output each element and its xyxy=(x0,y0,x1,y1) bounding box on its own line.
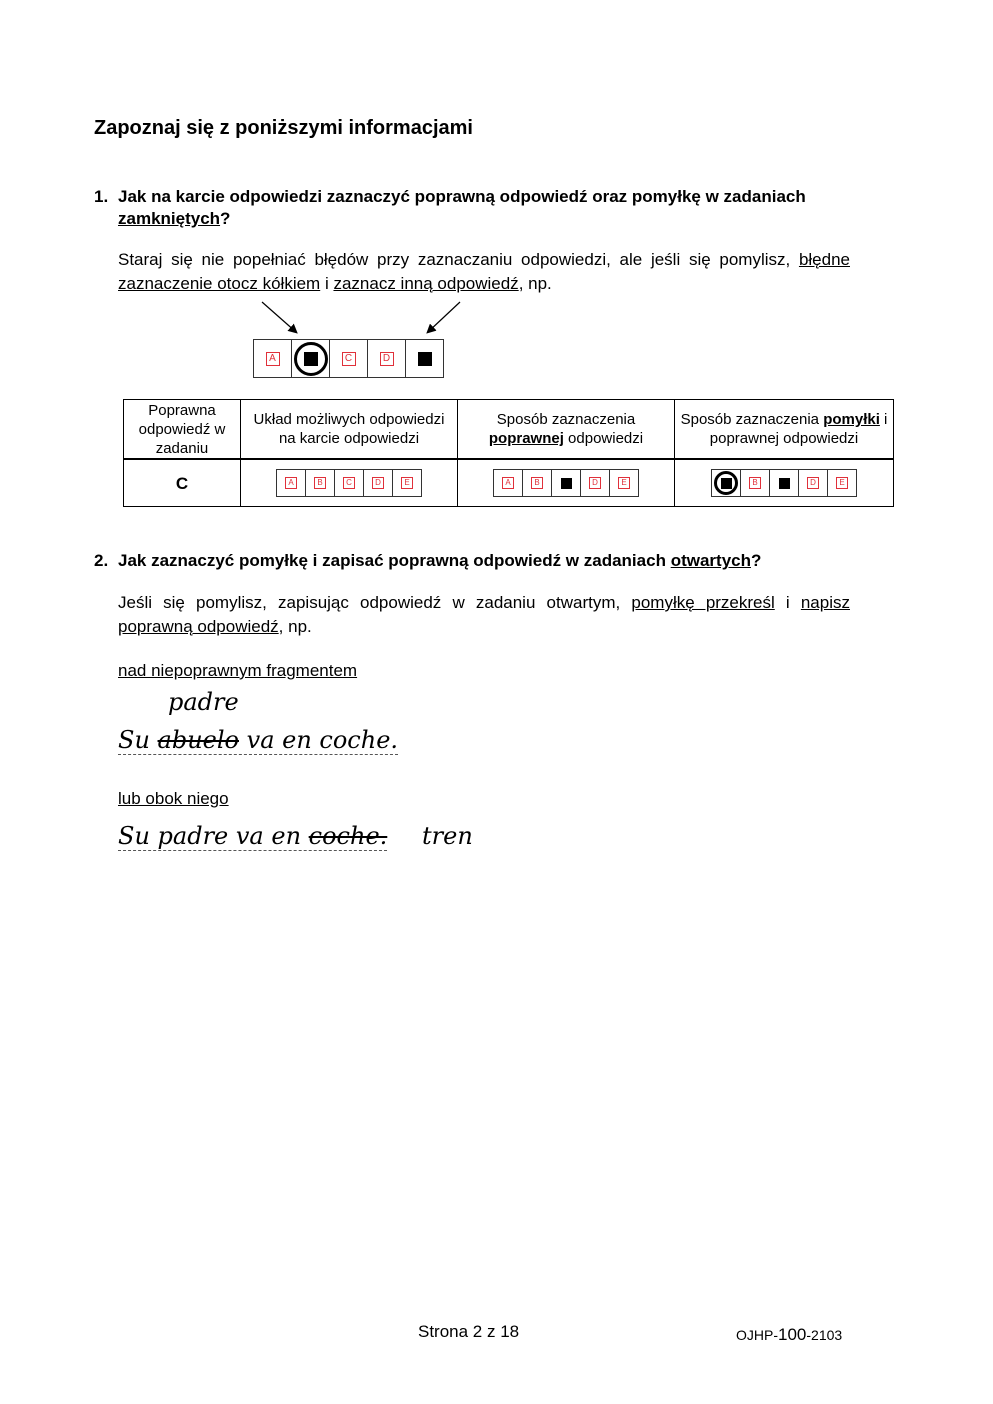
arrow-to-circled xyxy=(262,302,296,332)
filled-mark xyxy=(418,352,432,366)
filled-mark xyxy=(779,478,790,489)
option-a xyxy=(254,340,292,377)
option-cell xyxy=(770,470,799,496)
document-code: OJHP-100-2103 xyxy=(736,1325,843,1344)
page-heading: Zapoznaj się z poniższymi informacjami xyxy=(94,117,473,139)
error-circle xyxy=(714,471,738,495)
error-circle xyxy=(294,342,328,376)
handwritten-correction-beside: tren xyxy=(422,822,473,850)
option-cell xyxy=(610,470,638,496)
option-letter-box: A xyxy=(285,477,297,489)
option-cell xyxy=(335,470,364,496)
example-answer-row xyxy=(253,339,444,378)
col-header-correct-marking: Sposób zaznaczenia poprawnej odpowiedzi xyxy=(458,400,675,460)
correct-marking-cell xyxy=(458,459,675,507)
option-cell xyxy=(364,470,393,496)
question-number: 1. xyxy=(94,187,109,206)
handwritten-sentence-2: Su padre va en coche. xyxy=(118,822,388,850)
option-e-marked xyxy=(406,340,443,377)
layout-cell xyxy=(241,459,458,507)
handwritten-correction-above: padre xyxy=(168,688,239,716)
option-letter-box: B xyxy=(314,477,326,489)
option-letter-box: B xyxy=(749,477,761,489)
option-b-circled xyxy=(292,340,330,377)
option-letter-box: D xyxy=(589,477,601,489)
arrow-to-correct xyxy=(428,302,460,332)
filled-mark xyxy=(561,478,572,489)
option-d xyxy=(368,340,406,377)
question-text: Jak na karcie odpowiedzi zaznaczyć poprawną odpowiedź oraz pomyłkę w zadaniach zamkniętych? xyxy=(118,187,806,228)
option-letter-box: A xyxy=(502,477,514,489)
option-cell xyxy=(306,470,335,496)
col-header-correct: Poprawna odpowiedź w zadaniu xyxy=(124,400,241,460)
option-letter-box: E xyxy=(836,477,848,489)
option-cell xyxy=(828,470,856,496)
error-marking-cell xyxy=(675,459,894,507)
instruction-paragraph-2: Jeśli się pomylisz, zapisując odpowiedź w zadaniu otwartym, pomyłkę przekreśl i napisz poprawną odpowiedź, np. xyxy=(118,593,850,636)
answer-row-empty xyxy=(276,469,422,497)
label-above: nad niepoprawnym fragmentem xyxy=(118,661,358,680)
option-letter-box: C xyxy=(342,352,356,366)
option-cell xyxy=(523,470,552,496)
option-letter-box: C xyxy=(343,477,355,489)
col-header-error-marking: Sposób zaznaczenia pomyłki i poprawnej odpowiedzi xyxy=(675,400,894,460)
option-cell xyxy=(552,470,581,496)
col-header-layout: Układ możliwych odpowiedzi na karcie odpowiedzi xyxy=(241,400,458,460)
answer-row-error xyxy=(711,469,857,497)
correct-answer: C xyxy=(124,459,241,507)
option-cell xyxy=(712,470,741,496)
option-cell xyxy=(741,470,770,496)
option-letter-box: E xyxy=(618,477,630,489)
option-cell xyxy=(581,470,610,496)
question-text: Jak zaznaczyć pomyłkę i zapisać poprawną odpowiedź w zadaniach otwartych? xyxy=(118,551,762,570)
handwritten-sentence-1: Su abuelo va en coche. xyxy=(118,726,399,754)
option-c xyxy=(330,340,368,377)
option-cell xyxy=(393,470,421,496)
question-number: 2. xyxy=(94,551,109,570)
option-cell xyxy=(799,470,828,496)
option-cell xyxy=(494,470,523,496)
option-letter-box: A xyxy=(266,352,280,366)
label-beside: lub obok niego xyxy=(118,789,229,808)
instruction-paragraph-1: Staraj się nie popełniać błędów przy zaznaczaniu odpowiedzi, ale jeśli się pomylisz, błędne zaznaczenie otocz kółkiem i zaznacz inną odpowiedź, np. xyxy=(118,250,850,293)
option-letter-box: D xyxy=(380,352,394,366)
answer-row-correct xyxy=(493,469,639,497)
marking-table xyxy=(123,399,894,507)
option-letter-box: B xyxy=(531,477,543,489)
option-letter-box: E xyxy=(401,477,413,489)
option-cell xyxy=(277,470,306,496)
option-letter-box: D xyxy=(372,477,384,489)
arrows-diagram xyxy=(250,298,480,340)
page-number: Strona 2 z 18 xyxy=(418,1322,520,1341)
option-letter-box: D xyxy=(807,477,819,489)
